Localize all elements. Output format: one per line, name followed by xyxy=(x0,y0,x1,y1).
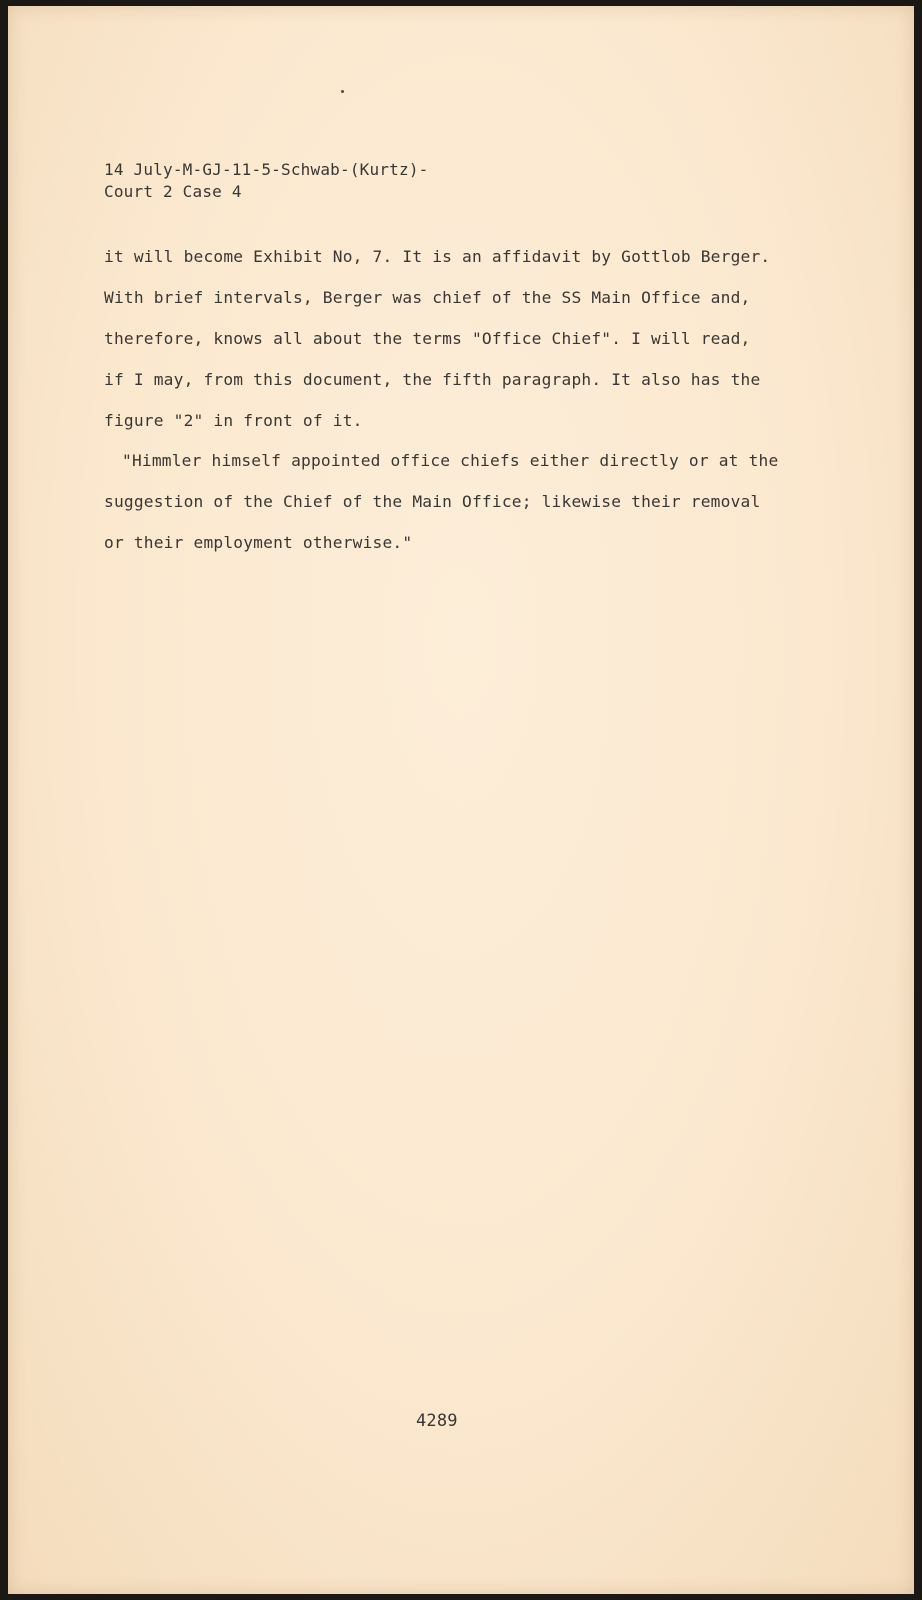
text-line: it will become Exhibit No, 7. It is an affidavit by Gottlob Berger. xyxy=(104,247,771,266)
page-number: 4289 xyxy=(416,1411,458,1431)
text-line: therefore, knows all about the terms "Office Chief". I will read, xyxy=(104,329,751,348)
text-line: if I may, from this document, the fifth paragraph. It also has the xyxy=(104,370,761,389)
header-session-line: 14 July-M-GJ-11-5-Schwab-(Kurtz)- xyxy=(104,160,429,179)
text-line: With brief intervals, Berger was chief of the SS Main Office and, xyxy=(104,288,751,307)
text-line: or their employment otherwise." xyxy=(104,533,413,552)
header-court-line: Court 2 Case 4 xyxy=(104,182,242,201)
quoted-paragraph xyxy=(104,440,844,563)
text-line: figure "2" in front of it. xyxy=(104,411,363,430)
document-header xyxy=(104,159,428,203)
document-page xyxy=(8,6,914,1594)
text-line: "Himmler himself appointed office chiefs either directly or at the xyxy=(122,451,779,470)
text-line: suggestion of the Chief of the Main Office; likewise their removal xyxy=(104,492,761,511)
paragraph-1 xyxy=(104,236,844,441)
ink-speck xyxy=(341,90,344,93)
